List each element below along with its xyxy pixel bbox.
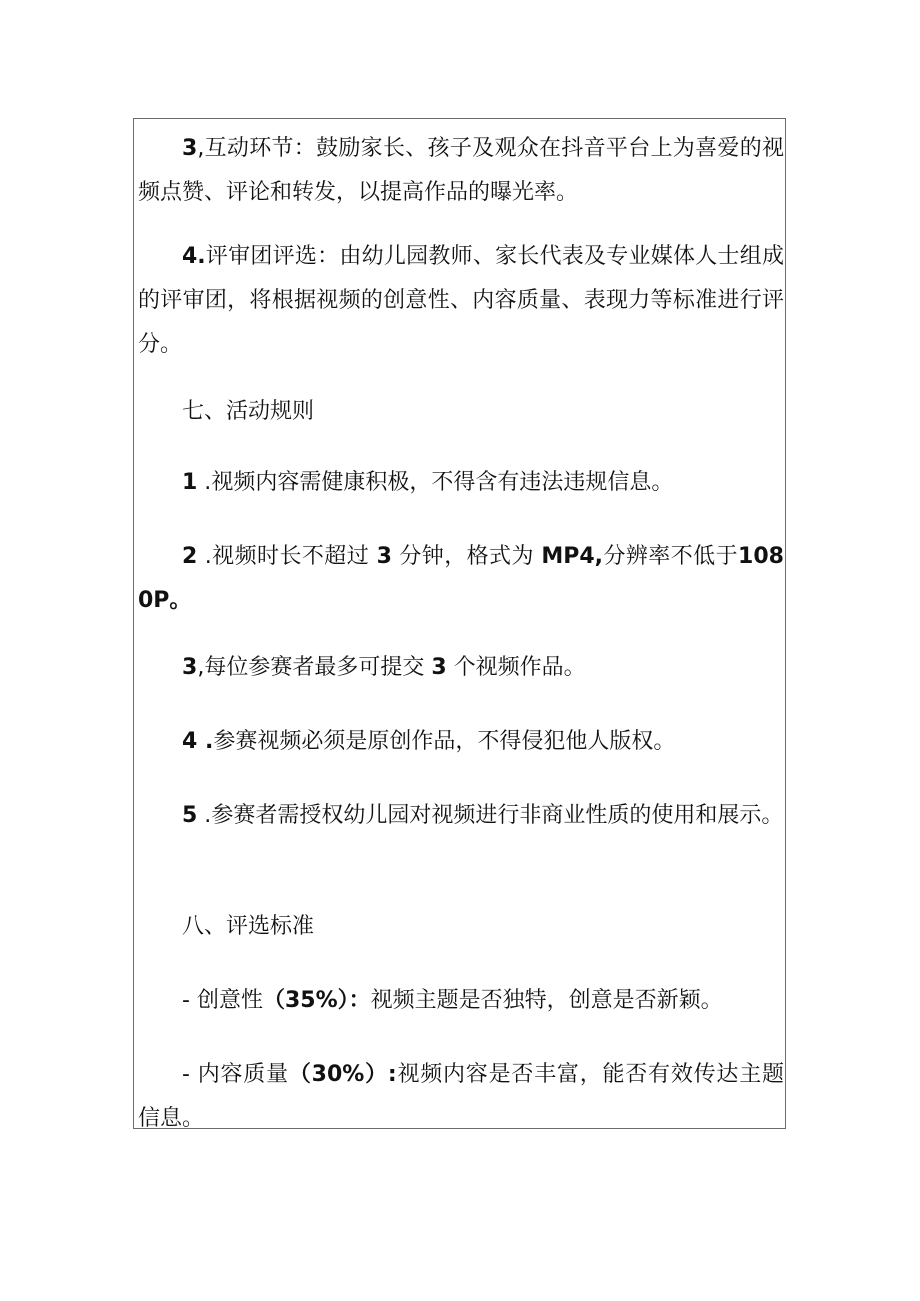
item-number: 1 (182, 470, 198, 495)
criterion-weight: （35%）： (262, 988, 371, 1013)
rule-text-pre: 每位参赛者最多可提交 (204, 655, 432, 680)
criterion-dash: - (182, 1062, 198, 1087)
item-separator: , (197, 136, 205, 161)
rule-text: 参赛者需授权幼儿园对视频进行非商业性质的使用和展示。 (211, 803, 784, 828)
resolution-value: 1080P。 (138, 544, 784, 613)
item-number: 3 (182, 655, 198, 680)
paragraph-interaction (138, 127, 784, 215)
rule-text-post: 分辨率不低于 (603, 544, 739, 569)
rule-2 (138, 535, 784, 623)
rule-3 (138, 646, 784, 690)
criterion-description: 视频内容是否丰富，能否有效传达主题信息。 (138, 1062, 784, 1131)
paragraph-text: 互动环节：鼓励家长、孩子及观众在抖音平台上为喜爱的视频点赞、评论和转发，以提高作品的曝光率。 (138, 136, 784, 205)
item-separator: . (197, 544, 212, 569)
rule-text: 参赛视频必须是原创作品，不得侵犯他人版权。 (213, 729, 676, 754)
rule-text-post: 个视频作品。 (446, 655, 586, 680)
rule-5 (138, 794, 784, 838)
item-separator: . (197, 729, 214, 754)
item-separator: , (197, 655, 205, 680)
rule-text: 视频内容需健康积极，不得含有违法违规信息。 (211, 470, 674, 495)
duration-value: 3 (376, 544, 392, 569)
item-number: 5 (182, 803, 198, 828)
item-number: 4. (182, 244, 206, 269)
section-heading-criteria: 八、评选标准 (182, 914, 315, 939)
criterion-content-quality (138, 1053, 784, 1141)
paragraph-jury (138, 235, 784, 367)
criterion-description: 视频主题是否独特，创意是否新颖。 (370, 988, 723, 1013)
rule-text-pre: 视频时长不超过 (211, 544, 377, 569)
item-separator: . (197, 470, 212, 495)
count-value: 3 (431, 655, 447, 680)
criterion-weight: （30%）: (288, 1062, 397, 1087)
item-number: 3 (182, 136, 198, 161)
item-number: 4 (182, 729, 198, 754)
item-separator: . (197, 803, 212, 828)
paragraph-text: 评审团评选：由幼儿园教师、家长代表及专业媒体人士组成的评审团，将根据视频的创意性、内容质量、表现力等标准进行评分。 (138, 244, 784, 357)
section-heading-rules: 七、活动规则 (182, 399, 315, 424)
rule-4 (138, 720, 784, 764)
rule-text-mid: 分钟，格式为 (391, 544, 542, 569)
item-number: 2 (182, 544, 198, 569)
document-frame (133, 118, 786, 1129)
criterion-creativity (138, 979, 784, 1023)
criterion-dash: - (182, 988, 197, 1013)
rule-1 (138, 461, 784, 505)
format-value: MP4, (541, 544, 604, 569)
criterion-name: 创意性 (196, 988, 263, 1013)
criterion-name: 内容质量 (197, 1062, 289, 1087)
